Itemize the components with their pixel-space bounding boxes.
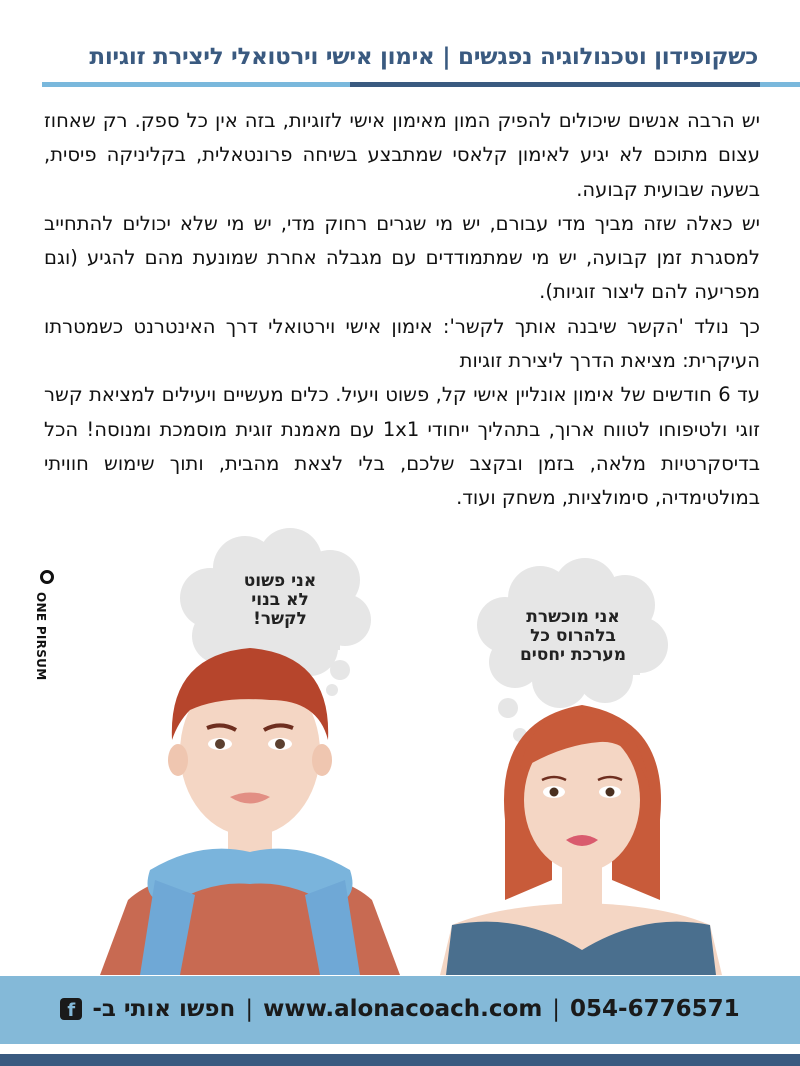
brand-label: ONE PIRSUM — [34, 592, 48, 681]
title-underline-light — [42, 82, 350, 87]
page-title: כשקופידון וטכנולוגיה נפגשים | אימון אישי וירטואלי ליצירת זוגיות — [89, 44, 758, 70]
contact-line — [40, 994, 760, 1024]
thought-line: אני פשוט — [243, 571, 317, 591]
woman-figure — [440, 705, 722, 975]
title-underline-end — [760, 82, 800, 87]
website-link[interactable]: www.alonacoach.com — [263, 996, 543, 1022]
thought-line: בלהרוס כל — [530, 626, 616, 646]
paragraph-offer: עד 6 חודשים של אימון אונליין אישי קל, פשוט ויעיל. כלים מעשיים ויעילים למציאת קשר זוגי ולטיפוחו לטווח ארוך, בתהליך ייחודי 1x1 עם מאמנת זוגית מוסמכת ומנוסה! הכל בדיסקרטיות מלאה, בזמן ובקצב שלכם, בלי לצאת מהבית, ותוך שימוש חוויתי במולטימדיה, סימולציות, משחק ועוד. — [44, 383, 761, 510]
paragraph-intro: יש הרבה אנשים שיכולים להפיק המון מאימון אישי לזוגיות, בזה אין כל ספק. רק שאחוז עצום מתוכם לא יגיע לאימון קלאסי שמתבצע בשיחה פרונטאלית, בקליניקה פיסית, בשעה שבועית קבועה. — [44, 109, 760, 201]
thought-line: לא בנוי — [251, 590, 309, 610]
brand-mark — [34, 570, 62, 690]
separator: | — [552, 996, 561, 1022]
couple-illustration — [0, 520, 800, 980]
contact-footer — [0, 976, 800, 1044]
title-underline-dark — [350, 82, 760, 87]
thought-line: לקשר! — [253, 609, 307, 629]
phone-number[interactable]: 054-6776571 — [570, 996, 740, 1022]
thought-line: אני מוכשרת — [526, 607, 620, 627]
article-body — [44, 104, 760, 516]
man-figure — [100, 648, 400, 975]
paragraph-concept: כך נולד 'הקשר שיבנה אותך לקשר': אימון אישי וירטואלי דרך האינטרנט כשמטרתו העיקרית: מציאת הדרך ליצירת זוגיות — [44, 314, 760, 373]
thought-text-man — [215, 572, 345, 629]
thought-line: מערכת יחסים — [519, 645, 627, 665]
separator: | — [245, 996, 254, 1022]
facebook-icon[interactable]: f — [60, 998, 82, 1020]
thought-text-woman — [503, 608, 643, 665]
speech-bubble-icon — [40, 570, 54, 584]
bottom-bar — [0, 1054, 800, 1066]
facebook-text: חפשו אותי ב- — [92, 996, 236, 1022]
paragraph-reasons: יש כאלה שזה מביך מדי עבורם, יש מי שגרים רחוק מדי, יש מי שלא יכולים להתחייב למסגרת זמן קבועה, יש מי שמתמודדים עם מגבלה אחרת שמונעת מהם להגיע (וגם מפריעה להם ליצור זוגיות). — [44, 211, 760, 304]
